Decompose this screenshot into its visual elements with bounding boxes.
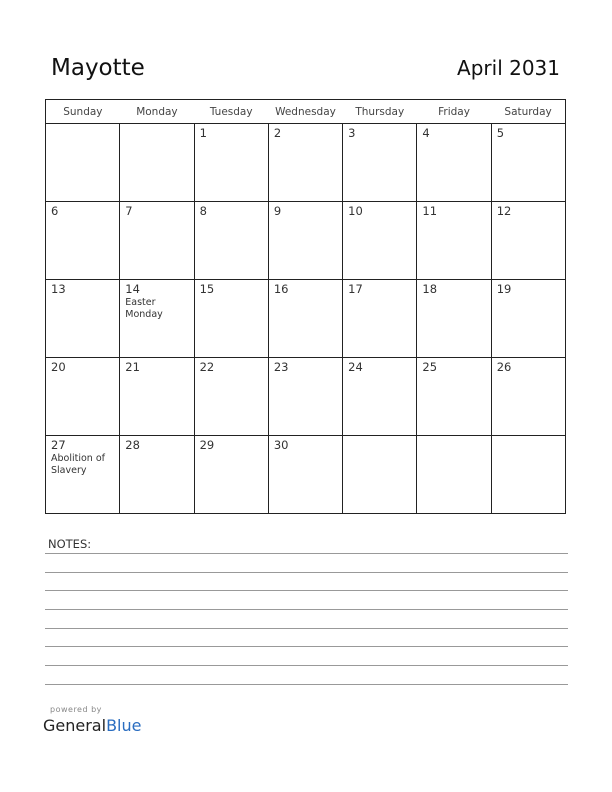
weekday-thursday: Thursday: [343, 100, 417, 124]
day-number: 4: [422, 126, 430, 140]
calendar-day-cell[interactable]: [194, 436, 268, 514]
calendar-day-cell[interactable]: [194, 202, 268, 280]
brand-general: General: [43, 716, 107, 735]
day-number: 6: [51, 204, 59, 218]
calendar-day-cell[interactable]: [491, 280, 565, 358]
weekday-monday: Monday: [120, 100, 194, 124]
calendar-day-cell[interactable]: [46, 358, 120, 436]
calendar-day-cell[interactable]: [417, 358, 491, 436]
calendar-day-cell[interactable]: [46, 202, 120, 280]
calendar-day-cell[interactable]: [491, 436, 565, 514]
holiday-label: Abolition of Slavery: [51, 453, 105, 476]
calendar-day-cell[interactable]: [343, 280, 417, 358]
calendar-day-cell[interactable]: [120, 202, 194, 280]
day-number: 2: [273, 126, 282, 140]
day-number: 29: [199, 438, 215, 452]
calendar-country-title: Mayotte: [51, 55, 145, 81]
calendar-day-cell[interactable]: [268, 280, 342, 358]
day-number: 12: [496, 204, 512, 218]
day-number: 18: [422, 282, 438, 296]
day-number: 30: [273, 438, 289, 452]
day-number: 28: [125, 438, 140, 452]
calendar-day-cell[interactable]: [417, 280, 491, 358]
note-line: [45, 646, 568, 647]
day-number: 20: [51, 360, 66, 374]
holiday-label: Easter Monday: [125, 297, 163, 320]
note-line: [45, 665, 568, 666]
calendar-day-cell[interactable]: [268, 436, 342, 514]
day-number: 15: [199, 282, 215, 296]
calendar-grid: [45, 99, 566, 514]
calendar-day-cell[interactable]: [417, 202, 491, 280]
brand-blue: Blue: [106, 716, 142, 735]
calendar-day-cell[interactable]: [46, 280, 120, 358]
day-number: 23: [273, 360, 289, 374]
calendar-day-cell[interactable]: [120, 436, 194, 514]
calendar-day-cell[interactable]: [120, 280, 194, 358]
calendar-day-cell[interactable]: [46, 124, 120, 202]
weekday-friday: Friday: [417, 100, 491, 124]
note-line: [45, 684, 568, 685]
note-line: [45, 590, 568, 591]
weekday-tuesday: Tuesday: [194, 100, 268, 124]
day-number: 5: [496, 126, 505, 140]
calendar-week-row: [46, 358, 566, 436]
calendar-day-cell[interactable]: [194, 280, 268, 358]
day-number: 10: [348, 204, 363, 218]
weekday-saturday: Saturday: [491, 100, 565, 124]
day-number: 1: [199, 126, 207, 140]
calendar-day-cell[interactable]: [268, 124, 342, 202]
calendar-day-cell[interactable]: [343, 436, 417, 514]
day-number: 21: [125, 360, 140, 374]
calendar-day-cell[interactable]: [417, 124, 491, 202]
weekday-header-row: [46, 100, 566, 124]
day-number: 9: [273, 204, 282, 218]
weekday-wednesday: Wednesday: [268, 100, 342, 124]
note-line: [45, 609, 568, 610]
calendar-day-cell[interactable]: [417, 436, 491, 514]
day-number: 22: [199, 360, 215, 374]
powered-by-text: powered by: [50, 705, 102, 714]
note-line: [45, 553, 568, 554]
calendar-day-cell[interactable]: [491, 124, 565, 202]
calendar-day-cell[interactable]: [268, 358, 342, 436]
calendar-day-cell[interactable]: [343, 124, 417, 202]
day-number: 11: [422, 204, 438, 218]
calendar-week-row: [46, 280, 566, 358]
calendar-day-cell[interactable]: [120, 358, 194, 436]
day-number: 14: [125, 282, 140, 296]
day-number: 8: [199, 204, 207, 218]
day-number: 3: [348, 126, 356, 140]
day-number: 25: [422, 360, 438, 374]
calendar-day-cell[interactable]: [120, 124, 194, 202]
calendar-day-cell[interactable]: [46, 436, 120, 514]
day-number: 7: [125, 204, 133, 218]
day-number: 19: [496, 282, 512, 296]
calendar-week-row: [46, 124, 566, 202]
day-number: 26: [496, 360, 512, 374]
calendar-day-cell[interactable]: [194, 124, 268, 202]
calendar-month-title: April 2031: [457, 56, 560, 80]
generalblue-logo[interactable]: [43, 716, 141, 735]
day-number: 24: [348, 360, 363, 374]
calendar-day-cell[interactable]: [343, 202, 417, 280]
weekday-sunday: Sunday: [46, 100, 120, 124]
note-line: [45, 628, 568, 629]
calendar-day-cell[interactable]: [491, 202, 565, 280]
calendar-day-cell[interactable]: [491, 358, 565, 436]
note-line: [45, 572, 568, 573]
day-number: 16: [273, 282, 289, 296]
calendar-day-cell[interactable]: [194, 358, 268, 436]
day-number: 17: [348, 282, 363, 296]
day-number: 27: [51, 438, 66, 452]
calendar-week-row: [46, 436, 566, 514]
calendar-day-cell[interactable]: [268, 202, 342, 280]
calendar-week-row: [46, 202, 566, 280]
notes-label: NOTES:: [48, 537, 92, 551]
calendar-day-cell[interactable]: [343, 358, 417, 436]
day-number: 13: [51, 282, 66, 296]
